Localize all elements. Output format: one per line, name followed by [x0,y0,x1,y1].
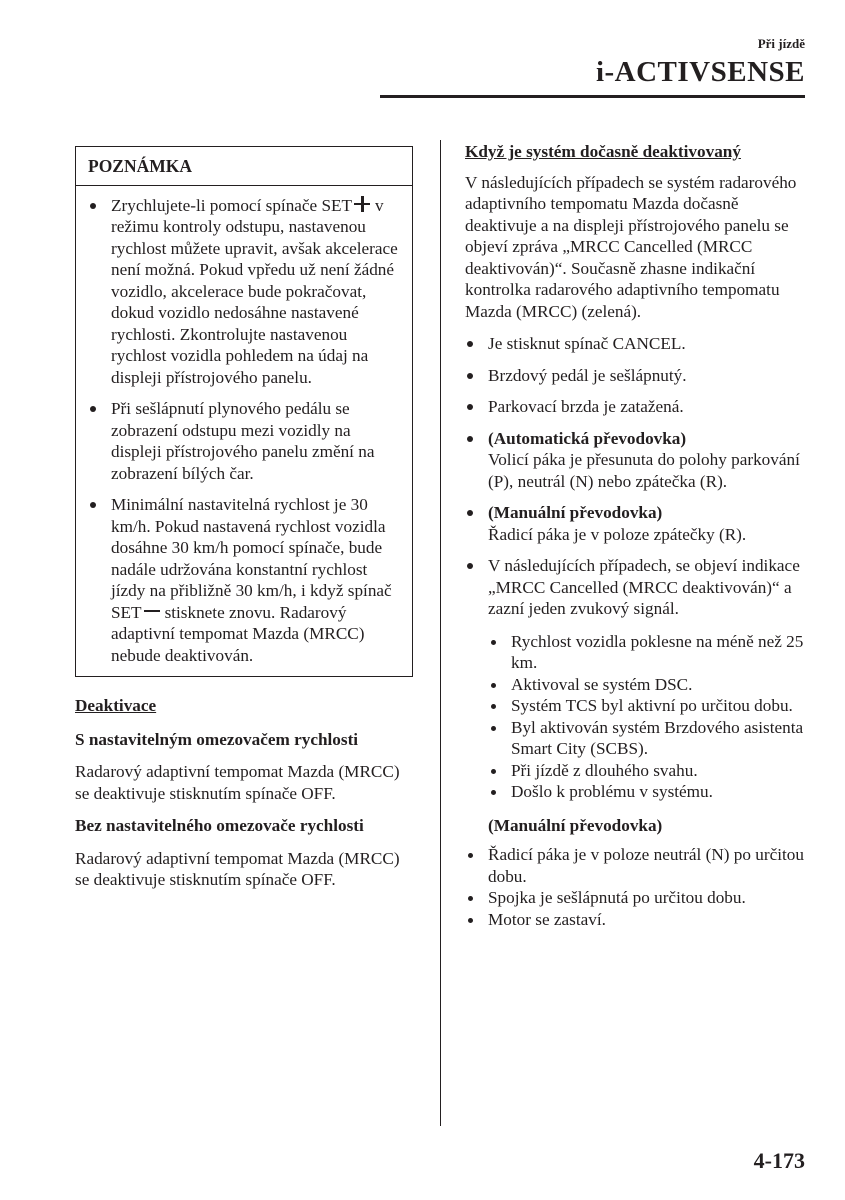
note-item [88,195,402,389]
left-column [75,146,413,902]
minus-icon [144,603,160,619]
note-text: Zrychlujete-li pomocí spínače SET [111,195,353,215]
note-body [76,186,412,677]
deactivation-heading: Deaktivace [75,696,157,715]
item-text: Parkovací brzda je zatažená. [488,397,684,416]
note-text: v režimu kontroly odstupu, nastavenou rychlost můžete upravit, avšak akcelerace není možná. Pokud vpředu už není žádné vozidlo, akcelerace bude pokračovat, dokud vozidlo nedosáhne nastavené rychlosti. Zkontrolujte nastavenou rychlost vozidla pohledem na údaj na displeji přístrojového panelu. [111,195,398,387]
page-title: i-ACTIVSENSE [595,56,805,88]
item-label: (Manuální převodovka) [488,503,663,522]
item-text: V následujících případech, se objeví indikace „MRCC Cancelled (MRCC deaktivován)“ a zazní jeden zvukový signál. [488,556,800,618]
intro-paragraph: V následujících případech se systém radarového adaptivního tempomatu Mazda dočasně deaktivuje a na displeji přístrojového panelu se objeví zpráva „MRCC Cancelled (MRCC deaktivován)“. Současně zhasne indikační kontrolka radarového adaptivního tempomatu Mazda (MRCC) (zelená). [465,172,797,321]
subsection-title: S nastavitelným omezovačem rychlosti [75,729,359,749]
note-list [88,195,402,667]
running-header-section: Při jízdě [757,36,805,51]
list-item [465,365,810,387]
note-item [88,398,402,484]
subsection-text: Radarový adaptivní tempomat Mazda (MRCC) se deaktivuje stisknutím spínače OFF. [75,762,400,803]
subsection-text: Radarový adaptivní tempomat Mazda (MRCC) se deaktivuje stisknutím spínače OFF. [75,848,400,889]
sub-item: Byl aktivován systém Brzdového asistenta Smart City (SCBS). [488,717,810,760]
list-item [465,396,810,418]
page-number: 4-173 [753,1148,805,1173]
item-text: Je stisknut spínač CANCEL. [488,334,686,353]
item-label: (Automatická převodovka) [488,428,687,448]
right-column [465,141,810,930]
plus-icon [354,196,370,212]
sub-item: Řadicí páka je v poloze neutrál (N) po určitou dobu. [465,844,810,887]
conditions-list [465,333,810,803]
subsection-title: Bez nastavitelného omezovače rychlosti [75,816,364,835]
list-item [465,502,810,545]
sub-list [488,631,810,803]
note-text: stisknete znovu. Radarový adaptivní tempomat Mazda (MRCC) nebude deaktivován. [111,602,365,665]
sub-item: Spojka je sešlápnutá po určitou dobu. [465,887,810,909]
sub-item: Při jízdě z dlouhého svahu. [488,760,810,782]
sub-item: Došlo k problému v systému. [488,781,810,803]
list-item [465,555,810,803]
list-item [465,333,810,355]
header-rule [380,95,805,98]
list-item [465,428,810,493]
manual-sub-list [465,844,810,930]
manual-transmission-title: (Manuální převodovka) [488,815,663,835]
note-box [75,146,413,677]
sub-item: Systém TCS byl aktivní po určitou dobu. [488,695,810,717]
note-item [88,494,402,666]
item-text: Volicí páka je přesunuta do polohy parkování (P), neutrál (N) nebo zpátečka (R). [488,450,800,491]
column-divider [440,140,441,1126]
item-text: Řadicí páka je v poloze zpátečky (R). [488,524,747,544]
item-text: Brzdový pedál je sešlápnutý. [488,365,687,385]
note-text: Minimální nastavitelná rychlost je 30 km/h. Pokud nastavená rychlost vozidla dosáhne 30 km/h pomocí spínače, bude nadále udržována konstantní rychlost jízdy na přibližně 30 km/h, i když spínač SET [111,495,392,622]
sub-item: Aktivoval se systém DSC. [488,674,810,696]
sub-item: Rychlost vozidla poklesne na méně než 25 km. [488,631,810,674]
temporary-deactivation-heading: Když je systém dočasně deaktivovaný [465,142,741,161]
manual-transmission-block [465,815,810,931]
note-text: Při sešlápnutí plynového pedálu se zobrazení odstupu mezi vozidly na displeji přístrojového panelu změní na zobrazení bílých čar. [111,399,375,483]
sub-item: Motor se zastaví. [465,909,810,931]
note-title: POZNÁMKA [76,147,412,186]
